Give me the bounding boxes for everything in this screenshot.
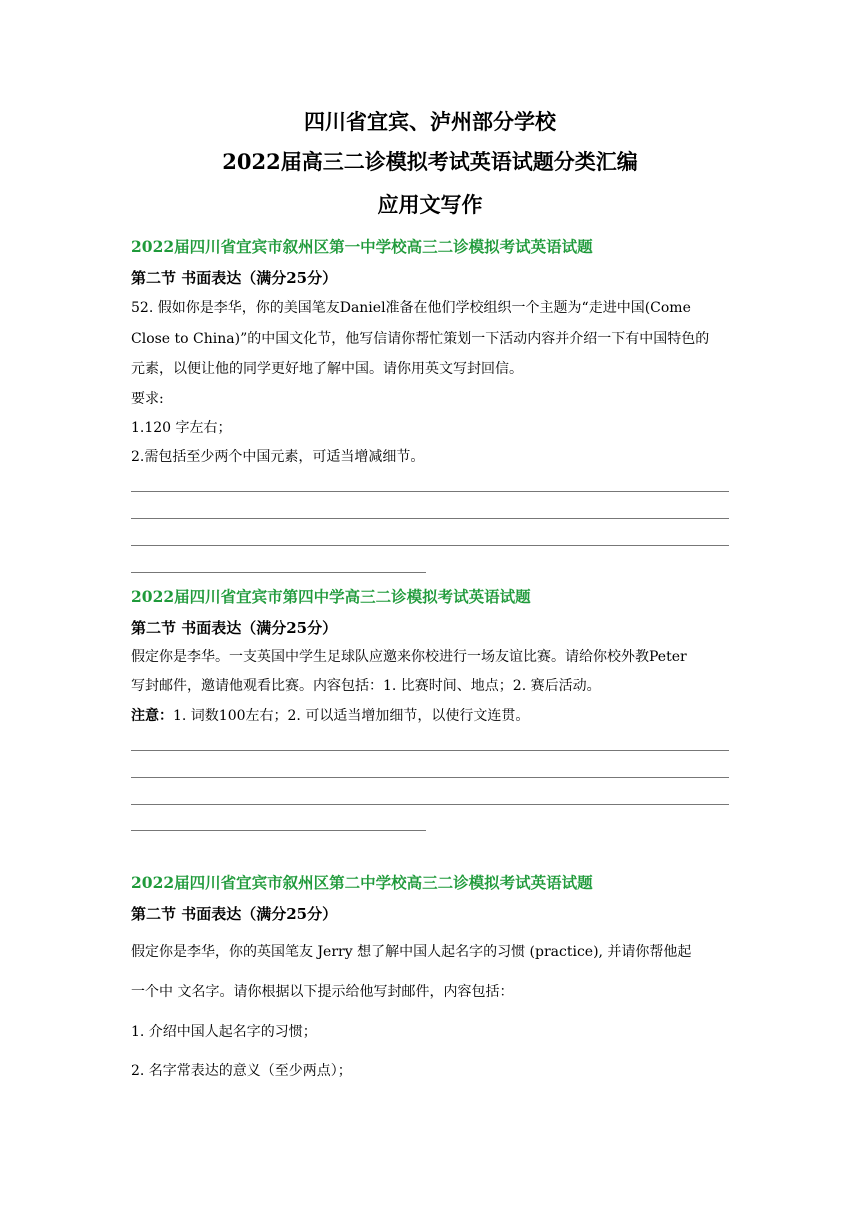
section-1-para-3: 元素，以便让他的同学更好地了解中国。请你用英文写封回信。	[131, 361, 523, 377]
answer-line	[131, 830, 426, 831]
answer-line	[131, 572, 426, 573]
section-3-para-1: 假定你是李华，你的英国笔友 Jerry 想了解中国人起名字的习惯 (practice), 并请你帮他起	[131, 944, 692, 960]
section-1-title: 2022届四川省宜宾市叙州区第一中学校高三二诊模拟考试英语试题	[131, 237, 593, 256]
section-2-title: 2022届四川省宜宾市第四中学高三二诊模拟考试英语试题	[131, 587, 531, 606]
doc-title-line2: 2022届高三二诊模拟考试英语试题分类汇编	[222, 149, 638, 174]
answer-line	[131, 804, 729, 805]
section-1-req-label: 要求:	[131, 391, 164, 407]
section-1-subtitle: 第二节 书面表达（满分25分）	[131, 269, 338, 287]
doc-title-line3: 应用文写作	[377, 192, 483, 217]
note-label: 注意：	[131, 708, 173, 724]
answer-line	[131, 491, 729, 492]
answer-line	[131, 545, 729, 546]
section-2-para-2: 写封邮件，邀请他观看比赛。内容包括：1. 比赛时间、地点；2. 赛后活动。	[131, 678, 601, 694]
section-3-subtitle: 第二节 书面表达（满分25分）	[131, 905, 338, 923]
section-3-para-2: 一个中 文名字。请你根据以下提示给他写封邮件，内容包括：	[131, 984, 514, 1000]
note-text: 1. 词数100左右；2. 可以适当增加细节，以使行文连贯。	[173, 708, 530, 724]
section-1-req-1: 1.120 字左右；	[131, 420, 232, 436]
section-2-para-1: 假定你是李华。一支英国中学生足球队应邀来你校进行一场友谊比赛。请给你校外教Peter	[131, 649, 687, 665]
section-1-req-2: 2.需包括至少两个中国元素，可适当增减细节。	[131, 449, 425, 465]
answer-line	[131, 750, 729, 751]
section-3-item-1: 1. 介绍中国人起名字的习惯；	[131, 1024, 317, 1040]
answer-line	[131, 518, 729, 519]
doc-title-line1: 四川省宜宾、泸州部分学校	[304, 109, 556, 134]
section-3-title: 2022届四川省宜宾市叙州区第二中学校高三二诊模拟考试英语试题	[131, 873, 593, 892]
section-3-item-2: 2. 名字常表达的意义（至少两点）；	[131, 1063, 352, 1079]
section-1-para-1: 52. 假如你是李华，你的美国笔友Daniel准备在他们学校组织一个主题为“走进中国(Come	[131, 300, 691, 316]
section-2-subtitle: 第二节 书面表达（满分25分）	[131, 619, 338, 637]
section-2-note	[131, 703, 731, 729]
answer-line	[131, 777, 729, 778]
section-1-para-2: Close to China)”的中国文化节，他写信请你帮忙策划一下活动内容并介绍一下有中国特色的	[131, 331, 710, 347]
